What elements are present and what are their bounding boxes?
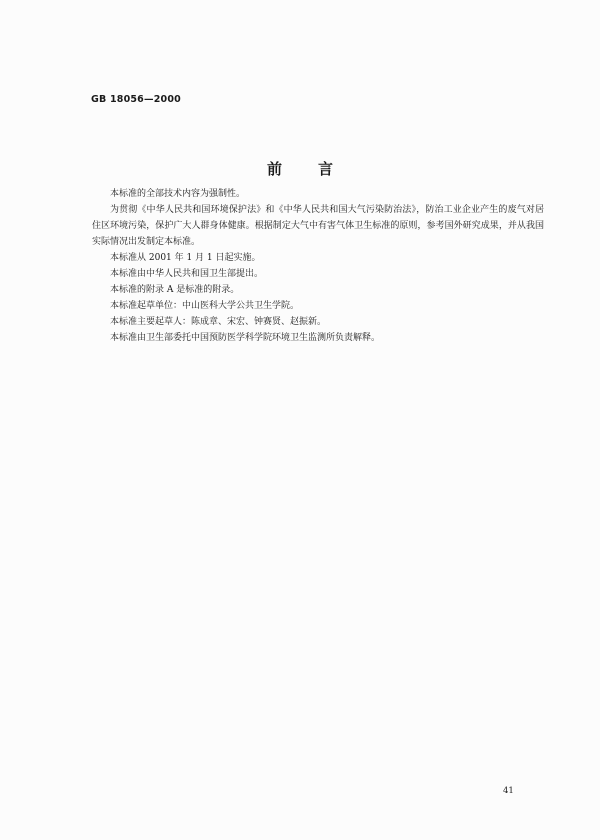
paragraph-purpose: 为贯彻《中华人民共和国环境保护法》和《中华人民共和国大气污染防治法》，防治工业企业产生的废气对居住区环境污染，保护广大人群身体健康。根据制定大气中有害气体卫生标准的原则，参考国外研究成果，并从我国实际情况出发制定本标准。 — [92, 205, 544, 247]
page-number: 41 — [503, 786, 514, 796]
standard-code: GB 18056—2000 — [91, 94, 181, 105]
paragraph-proposer: 本标准由中华人民共和国卫生部提出。 — [110, 269, 264, 279]
paragraph-effective-date: 本标准从 2001 年 1 月 1 日起实施。 — [110, 253, 261, 263]
paragraph-drafting-unit: 本标准起草单位：中山医科大学公共卫生学院。 — [110, 301, 300, 311]
paragraph-interpretation: 本标准由卫生部委托中国预防医学科学院环境卫生监测所负责解释。 — [110, 333, 381, 343]
paragraph-drafters: 本标准主要起草人：陈成章、宋宏、钟赛贤、赵振新。 — [110, 317, 327, 327]
paragraph-mandatory: 本标准的全部技术内容为强制性。 — [110, 189, 246, 199]
paragraph-appendix: 本标准的附录 A 是标准的附录。 — [110, 285, 240, 295]
foreword-body — [92, 186, 544, 346]
page-title: 前言 — [266, 160, 369, 178]
